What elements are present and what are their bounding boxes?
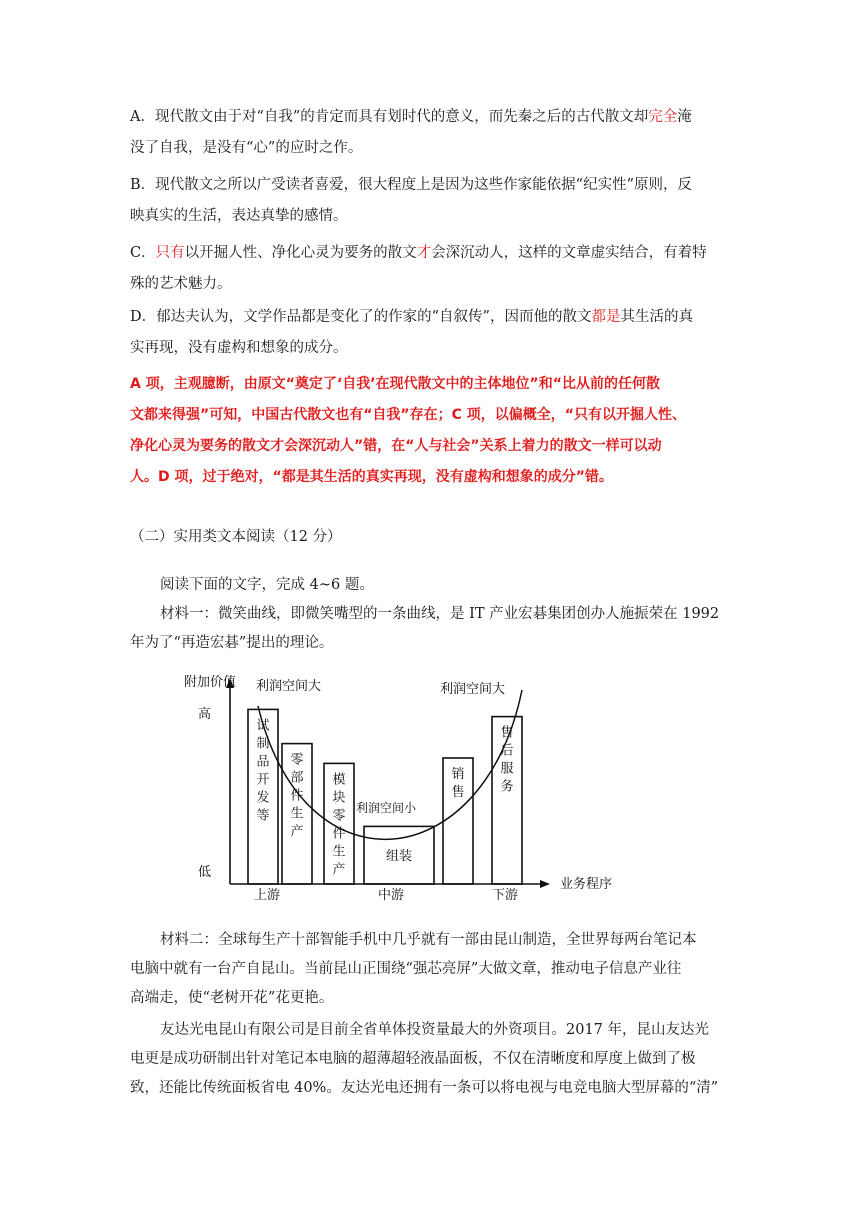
option-c-prefix: C． xyxy=(130,245,156,261)
option-d-line-1 xyxy=(130,302,738,333)
bar-label: 销售 xyxy=(451,767,465,800)
bar-3 xyxy=(324,763,354,884)
bar-label: 售后服务 xyxy=(500,725,514,795)
answer-line-4: 人。D 项，过于绝对，“都是其生活的真实再现，没有虚构和想象的成分”错。 xyxy=(130,469,613,485)
option-c-highlight-2: 才 xyxy=(416,245,432,261)
note-mid: 利润空间小 xyxy=(356,801,417,815)
option-a-line-2: 没了自我，是没有“心”的应时之作。 xyxy=(130,140,363,156)
option-b-line-2: 映真实的生活，表达真挚的感情。 xyxy=(130,208,348,224)
option-b-line-1: B．现代散文之所以广受读者喜爱，很大程度上是因为这些作家能依据“纪实性”原则，反 xyxy=(130,177,692,193)
option-c-text: 以开掘人性、净化心灵为要务的散文 xyxy=(184,245,417,261)
option-b xyxy=(130,170,738,232)
option-a-text-end: 淹 xyxy=(677,109,692,125)
option-d-text: D．郁达夫认为，文学作品都是变化了的作家的“自叙传”，因而他的散文 xyxy=(130,309,592,325)
option-c-highlight-1: 只有 xyxy=(155,245,185,261)
option-c-line-1 xyxy=(130,238,738,269)
company-line-3: 致，还能比传统面板省电 40%。友达光电还拥有一条可以将电视与电竞电脑大型屏幕的“清” xyxy=(130,1080,719,1096)
option-d-text-end: 其生活的真 xyxy=(620,309,693,325)
bar-label: 模块零件生产 xyxy=(332,772,346,878)
option-a-line-1 xyxy=(130,102,738,133)
option-a-highlight: 完全 xyxy=(648,109,678,125)
y-high-label: 高 xyxy=(198,707,212,722)
answer-line-1: A 项，主观臆断，由原文“奠定了‘自我’在现代散文中的主体地位”和“比从前的任何散 xyxy=(130,376,660,392)
option-a-text: A．现代散文由于对“自我”的肯定而具有划时代的意义，而先秦之后的古代散文却 xyxy=(130,109,649,125)
option-d-highlight: 都是 xyxy=(591,309,621,325)
company-line-2: 电更是成功研制出针对笔记本电脑的超薄超轻液晶面板，不仅在清晰度和厚度上做到了极 xyxy=(130,1051,696,1067)
smile-curve-figure xyxy=(184,666,624,902)
answer-line-2: 文都来得强”可知，中国古代散文也有“自我”存在；C 项，以偏概全，“只有以开掘人性、 xyxy=(130,407,686,423)
option-d xyxy=(130,302,738,364)
answer-line-3: 净化心灵为要务的散文才会深沉动人”错，在“人与社会”关系上着力的散文一样可以动 xyxy=(130,438,662,454)
bar-label: 试制品开发等 xyxy=(256,718,270,824)
company-line-1: 友达光电昆山有限公司是目前全省单体投资量最大的外资项目。2017 年，昆山友达光 xyxy=(160,1022,710,1038)
bar-label: 零部件生产 xyxy=(290,752,304,840)
x-axis-label: 业务程序 xyxy=(560,877,613,892)
material-one xyxy=(130,571,740,658)
intro-line: 阅读下面的文字，完成 4~6 题。 xyxy=(160,577,374,593)
bar-1 xyxy=(248,709,278,884)
option-c xyxy=(130,238,738,300)
material-two-line-1: 材料二：全球每生产十部智能手机中几乎就有一部由昆山制造，全世界每两台笔记本 xyxy=(160,932,697,948)
option-a xyxy=(130,102,738,164)
x-tick-midstream: 中游 xyxy=(378,888,405,902)
bar-5 xyxy=(443,758,473,884)
bar-label: 组装 xyxy=(385,849,413,864)
x-axis-arrow-icon xyxy=(540,880,550,888)
x-tick-downstream: 下游 xyxy=(492,888,519,902)
option-c-line-2: 殊的艺术魅力。 xyxy=(130,276,232,292)
note-left: 利润空间大 xyxy=(256,679,322,694)
material-two-line-2: 电脑中就有一台产自昆山。当前昆山正围绕“强芯亮屏”大做文章，推动电子信息产业往 xyxy=(130,961,682,977)
answer-explanation xyxy=(130,369,740,493)
bar-4 xyxy=(364,826,434,884)
note-right: 利润空间大 xyxy=(440,682,506,697)
y-low-label: 低 xyxy=(198,865,212,880)
company-paragraph xyxy=(130,1016,740,1103)
x-tick-upstream: 上游 xyxy=(254,888,281,902)
bars-layer xyxy=(248,709,522,884)
bar-2 xyxy=(282,744,312,884)
section-title: （二）实用类文本阅读（12 分） xyxy=(130,529,342,545)
material-two-line-3: 高端走，使“老树开花”花更艳。 xyxy=(130,990,334,1006)
option-c-text-end: 会深沉动人，这样的文章虚实结合，有着特 xyxy=(431,245,707,261)
y-axis-label: 附加价值 xyxy=(184,675,237,690)
material-two xyxy=(130,926,740,1013)
option-d-line-2: 实再现，没有虚构和想象的成分。 xyxy=(130,340,348,356)
material-one-line-1: 材料一：微笑曲线，即微笑嘴型的一条曲线，是 IT 产业宏碁集团创办人施振荣在 1992 xyxy=(160,606,720,622)
material-one-line-2: 年为了“再造宏碁”提出的理论。 xyxy=(130,635,334,651)
